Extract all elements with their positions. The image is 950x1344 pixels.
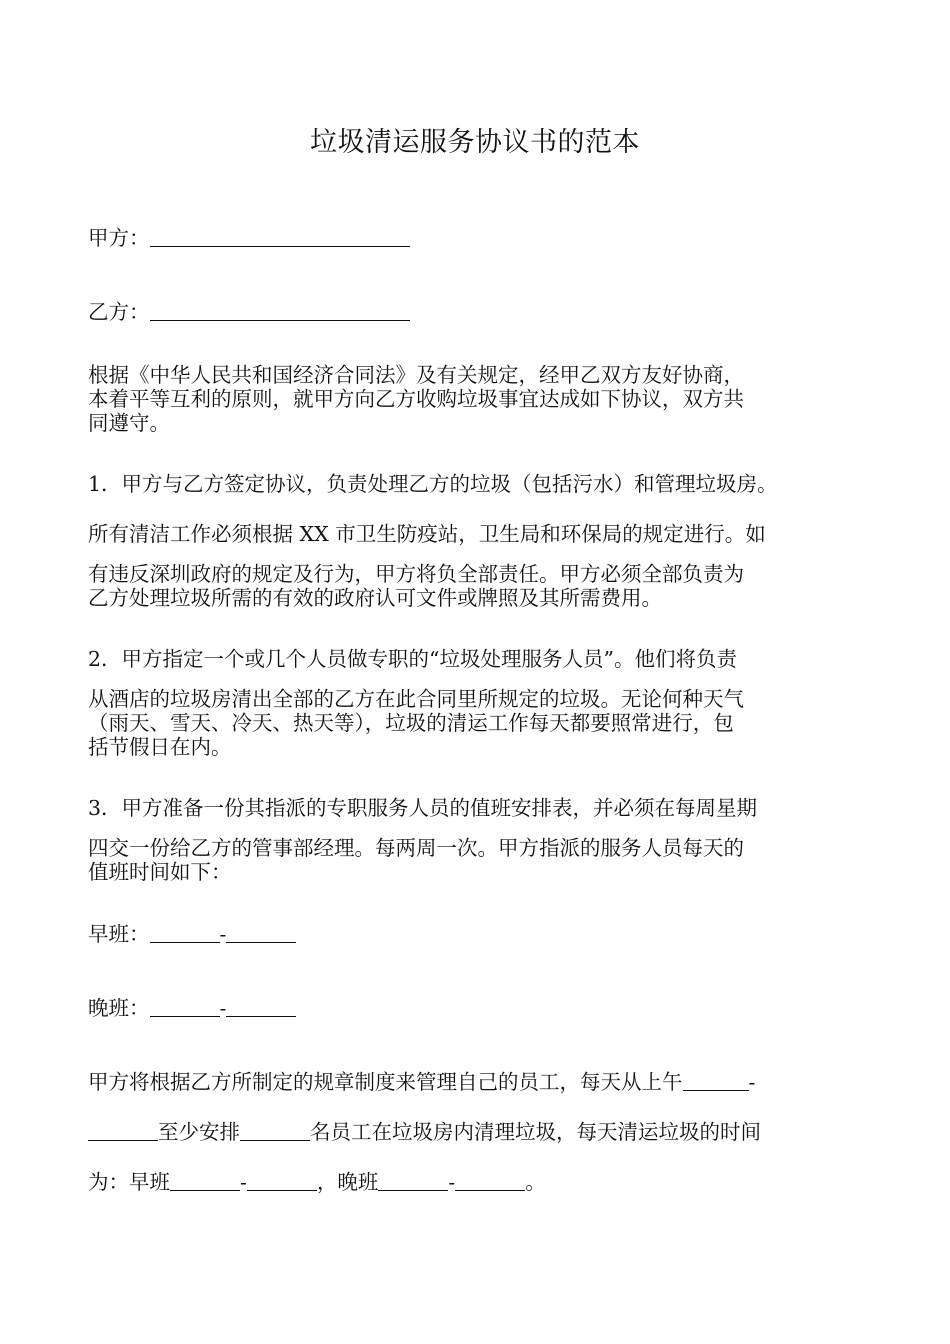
cleanup-evening-end-blank[interactable]	[455, 1172, 525, 1191]
cleanup-morning-end-blank[interactable]	[247, 1172, 317, 1191]
schedule-line-2-text-a: 至少安排	[158, 1120, 240, 1144]
clause-1-line-3: 有违反深圳政府的规定及行为，甲方将负全部责任。甲方必须全部负责为	[88, 562, 744, 586]
cleanup-morning-start-blank[interactable]	[170, 1172, 240, 1191]
intro-line-1: 根据《中华人民共和国经济合同法》及有关规定，经甲乙双方友好协商，	[88, 363, 744, 387]
party-a-label: 甲方：	[88, 226, 150, 250]
morning-shift-start-blank[interactable]	[150, 924, 220, 943]
morning-shift-label: 早班：	[88, 922, 150, 946]
clause-1-line-4: 乙方处理垃圾所需的有效的政府认可文件或牌照及其所需费用。	[88, 586, 662, 610]
party-b-blank[interactable]	[150, 302, 410, 321]
schedule-line-3	[88, 1170, 546, 1195]
clause-2-line-1: 2．甲方指定一个或几个人员做专职的“垃圾处理服务人员”。他们将负责	[88, 647, 738, 671]
clause-1-line-2: 所有清洁工作必须根据 XX 市卫生防疫站，卫生局和环保局的规定进行。如	[88, 522, 766, 546]
evening-shift-separator: -	[219, 998, 227, 1020]
evening-shift-label: 晚班：	[88, 996, 150, 1020]
schedule-line-2-text-b: 名员工在垃圾房内清理垃圾，每天清运垃圾的时间	[310, 1120, 761, 1144]
schedule-line-1-separator: -	[748, 1072, 756, 1094]
clause-1-line-1: 1．甲方与乙方签定协议，负责处理乙方的垃圾（包括污水）和管理垃圾房。	[88, 472, 778, 496]
intro-line-3: 同遵守。	[88, 411, 170, 435]
schedule-line-3-end: 。	[525, 1170, 546, 1194]
schedule-line-3-text-b: ，晚班	[316, 1170, 379, 1194]
clause-2-line-4: 括节假日在内。	[88, 735, 232, 759]
clause-3-line-1: 3．甲方准备一份其指派的专职服务人员的值班安排表，并必须在每周星期	[88, 796, 758, 820]
schedule-line-3-text-a: 为：早班	[88, 1170, 170, 1194]
evening-shift-line	[88, 996, 296, 1021]
clause-2-line-2: 从酒店的垃圾房清出全部的乙方在此合同里所规定的垃圾。无论何种天气	[88, 687, 744, 711]
schedule-line-1	[88, 1070, 755, 1095]
daily-start-blank[interactable]	[683, 1072, 749, 1091]
schedule-line-3-separator-1: -	[240, 1172, 247, 1194]
intro-line-2: 本着平等互利的原则，就甲方向乙方收购垃圾事宜达成如下协议，双方共	[88, 387, 744, 411]
clause-3-line-2: 四交一份给乙方的管事部经理。每两周一次。甲方指派的服务人员每天的	[88, 836, 744, 860]
morning-shift-separator: -	[219, 924, 227, 946]
party-b-label: 乙方：	[88, 300, 150, 324]
clause-2-line-3: （雨天、雪天、冷天、热天等），垃圾的清运工作每天都要照常进行，包	[88, 711, 734, 735]
document-title: 垃圾清运服务协议书的范本	[310, 127, 640, 158]
schedule-line-3-separator-2: -	[448, 1172, 456, 1194]
daily-end-blank[interactable]	[88, 1122, 158, 1141]
clause-3-line-3: 值班时间如下：	[88, 860, 232, 884]
cleanup-evening-start-blank[interactable]	[378, 1172, 448, 1191]
morning-shift-line	[88, 922, 296, 947]
party-b-line	[88, 300, 410, 324]
evening-shift-start-blank[interactable]	[150, 998, 220, 1017]
party-a-blank[interactable]	[150, 228, 410, 247]
schedule-line-2	[88, 1120, 761, 1144]
evening-shift-end-blank[interactable]	[226, 998, 296, 1017]
schedule-line-1-text: 甲方将根据乙方所制定的规章制度来管理自己的员工，每天从上午	[88, 1070, 683, 1094]
morning-shift-end-blank[interactable]	[226, 924, 296, 943]
party-a-line	[88, 226, 410, 250]
staff-count-blank[interactable]	[240, 1122, 310, 1141]
